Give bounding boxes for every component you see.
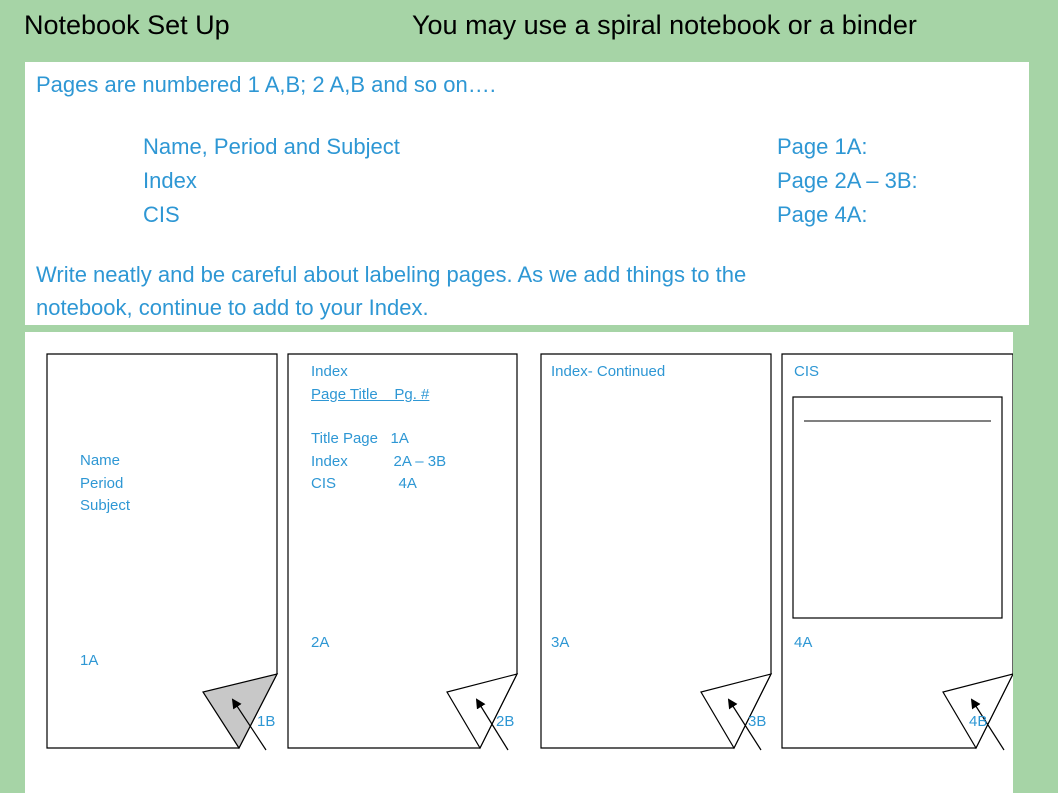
page-2-entry-3: CIS 4A: [311, 475, 417, 492]
note-text-1: Write neatly and be careful about labeling pages. As we add things to the: [36, 262, 747, 287]
row-page-index: Page 2A – 3B:: [777, 168, 918, 193]
page-subtitle: You may use a spiral notebook or a binder: [412, 10, 917, 40]
page-1-name: Name: [80, 452, 121, 469]
note-text-2: notebook, continue to add to your Index.: [36, 295, 429, 320]
page-2-front-label: 2A: [311, 634, 330, 651]
diagram-drawing: [25, 332, 1013, 793]
page-1-back-label: 1B: [257, 713, 276, 730]
page-4-back-label: 4B: [969, 713, 988, 730]
row-label-name: Name, Period and Subject: [143, 134, 400, 159]
intro-text: Pages are numbered 1 A,B; 2 A,B and so on….: [36, 72, 496, 97]
page-3-back-label: 3B: [748, 713, 767, 730]
page-2-entry-2: Index 2A – 3B: [311, 453, 447, 470]
page-4-title: CIS: [794, 363, 820, 380]
page-title: Notebook Set Up: [24, 10, 230, 40]
page-3-front-label: 3A: [551, 634, 570, 651]
page-1-front-label: 1A: [80, 652, 99, 669]
page-2-entry-1: Title Page 1A: [311, 430, 409, 447]
cis-box: [793, 397, 1002, 618]
row-label-index: Index: [143, 168, 197, 193]
page-1-subject: Subject: [80, 497, 131, 514]
row-page-name: Page 1A:: [777, 134, 868, 159]
notebook-diagram: [25, 332, 1013, 793]
page-1-period: Period: [80, 475, 124, 492]
page-2-back-label: 2B: [496, 713, 515, 730]
page-4-front-label: 4A: [794, 634, 813, 651]
row-page-cis: Page 4A:: [777, 202, 868, 227]
row-label-cis: CIS: [143, 202, 180, 227]
page-2-column-header: Page Title Pg. #: [311, 386, 430, 403]
page-3-title: Index- Continued: [551, 363, 666, 380]
page-2-title: Index: [311, 363, 348, 380]
info-box: [25, 62, 1029, 325]
